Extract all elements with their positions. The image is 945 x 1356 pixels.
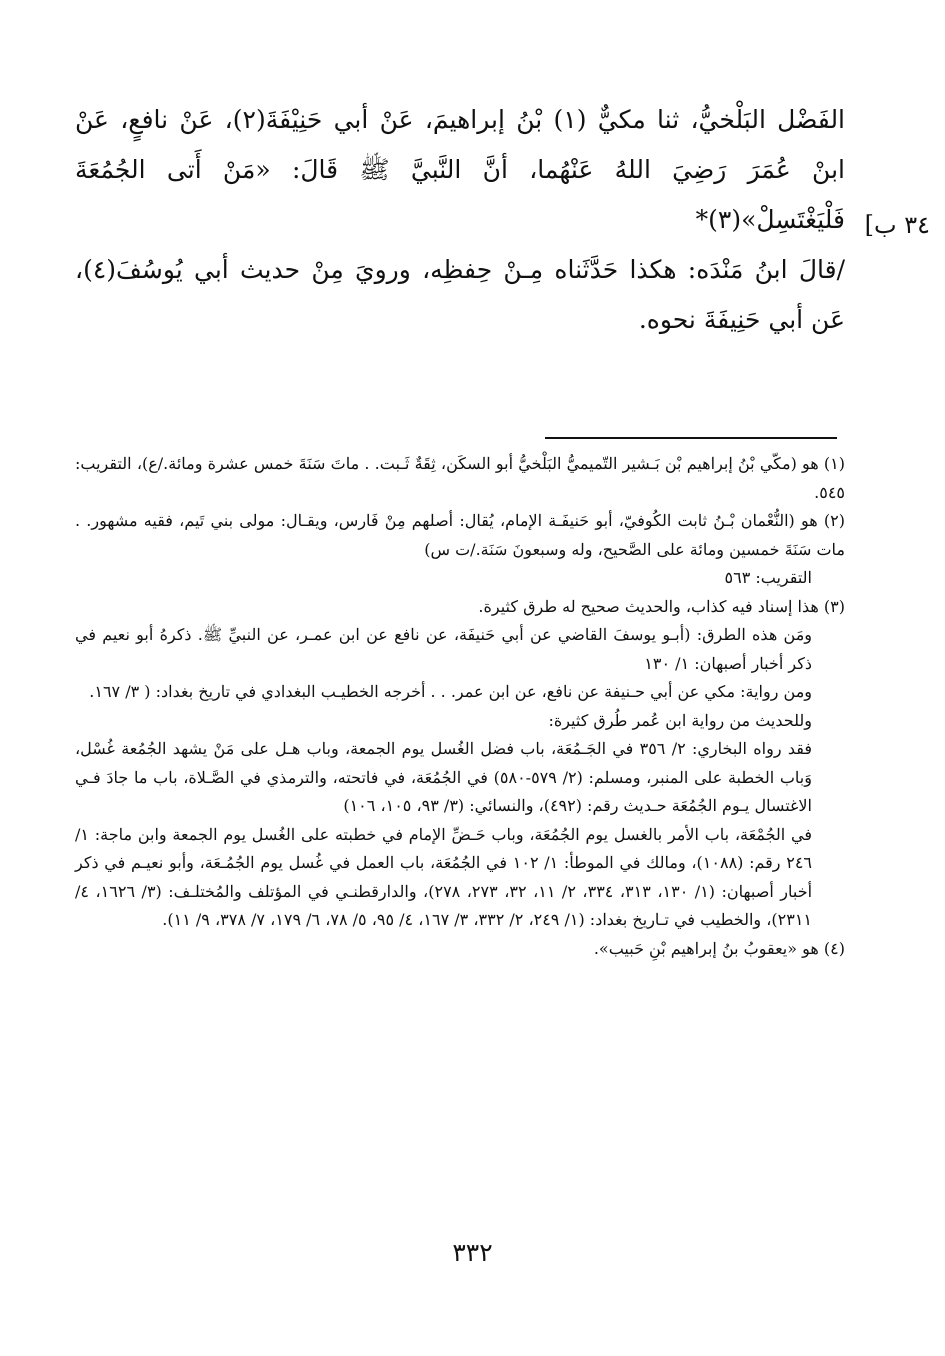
main-paragraph-1: الفَضْل البَلْخيُّ، ثنا مكيٌّ (١) بْنُ إبراهيمَ، عَنْ أبي حَنِيْفَةَ(٢)، عَنْ نافعٍ، عَنْ ابنْ عُمَرَ رَضِيَ اللهُ عَنْهُما، أنَّ النَّبيَّ ﷺ قَالَ: «مَنْ أَتى الجُمُعَةَ فَلْيَغْتَسِلْ»(٣)* bbox=[75, 105, 846, 234]
footnote-line: ومن رواية: مكي عن أبي حـنيفة عن نافع، عن ابن عمر. . . أخرجه الخطيـب البغدادي في تاريخ بغداد: ( ٣/ ١٦٧. bbox=[89, 682, 812, 701]
footnote-line: ومَن هذه الطرق: (أبـو يوسفَ القاضي عن أبي حَنيفَة، عن نافع عن ابن عمـر، عن النبيِّ ﷺ. ذكرهُ أبو نعيم في ذكر أخبار أصبهان: ١/ ١٣٠ bbox=[75, 625, 813, 673]
main-text bbox=[75, 95, 845, 345]
footnote-line: وللحديث من رواية ابن عُمر طُرق كثيرة: bbox=[548, 710, 812, 730]
footnotes bbox=[75, 450, 845, 963]
footnote-line: (١) هو (مكّي بْنُ إبراهيم بْن بَـشير التّميميُّ البَلْخيُّ أبو السكَن، ثِقَةٌ ثَـبت. . ماتَ سَنَةَ خمس عشرة ومائة./ع)، التقريب: ٥٤٥. bbox=[75, 454, 845, 502]
manuscript-folio-reference: [٣٤ ب bbox=[864, 211, 930, 239]
footnote-1 bbox=[75, 450, 845, 507]
footnote-4 bbox=[75, 935, 845, 964]
footnote-divider bbox=[545, 437, 837, 439]
main-paragraph-2: /قالَ ابنُ مَنْدَه: هكذا حَدَّثَناه مِـنْ حِفظِه، ورويَ مِنْ حديث أبي يُوسُفَ(٤)، عَن أبي حَنِيفَةَ نحوه. bbox=[75, 255, 845, 334]
footnote-line: (٤) هو «يعقوبُ بنُ إبراهيم بْنِ حَبيب». bbox=[593, 938, 845, 958]
footnote-3 bbox=[75, 593, 845, 935]
footnote-line: (٣) هذا إسناد فيه كذاب، والحديث صحيح له طرق كثيرة. bbox=[478, 596, 845, 616]
page-number: ٣٣٢ bbox=[452, 1238, 493, 1267]
footnote-line: التقريب: ٥٦٣ bbox=[724, 568, 812, 587]
footnote-line: في الجُمْعَة، باب الأمر بالغسل يوم الجُمُعَة، وباب حَـضِّ الإمام في خطبته على الغُسل يوم الجمعة وابن ماجة: ١/ ٢٤٦ رقم: (١٠٨٨)، ومالك في الموطأ: ١/ ١٠٢ في الجُمُعَة، باب العمل في غُسل يوم الجُمُـعَة، وأبو نعيـم في ذكر أخبار أصبهان: (١/ ١٣٠، ٣١٣، ٣٣٤، ٢/ ١١، ٣٢، ٢٧٣، ٢٧٨)، والدارقطنـي في المؤتلف والمُختلـف: (٣/ ١٦٢٦، ٤/ ٢٣١١)، والخطيب في تـاريخ بغداد: (١/ ٢٤٩، ٢/ ٣٣٢، ٣/ ١٦٧، ٤/ ٩٥، ٥/ ٧٨، ٦/ ١٧٩، ٧/ ٣٧٨، ٩/ ١١). bbox=[75, 824, 813, 929]
footnote-2 bbox=[75, 507, 845, 593]
footnote-line: فقد رواه البخاري: ٢/ ٣٥٦ في الجَـمُعَة، باب فضل الغُسل يوم الجمعة، وباب هـل على مَنْ يشهد الجُمُعة غُسْل، وَباب الخطبة على المنبر، ومسلم: (٢/ ٥٧٩-٥٨٠) في الجُمُعَة، في فاتحته، والترمذي في الصَّـلاة، باب ما جادَ فـي الاغتسال يـوم الجُمُعَة حـديث رقم: (٤٩٢)، والنسائي: (٣/ ٩٣، ١٠٥، ١٠٦) bbox=[75, 739, 813, 815]
footnote-line: (٢) هو (النُّعْمان بْـنُ ثابت الكُوفيّ، أبو حَنيفَـة الإمام، يُقال: أصلهم مِنْ فَارس، ويقـال: مولى بني تَيم، فقيه مشهور. . مات سَنَةَ خمسين ومائة على الصَّحيح، وله وسبعونَ سَنَة./ت س) bbox=[75, 511, 845, 559]
